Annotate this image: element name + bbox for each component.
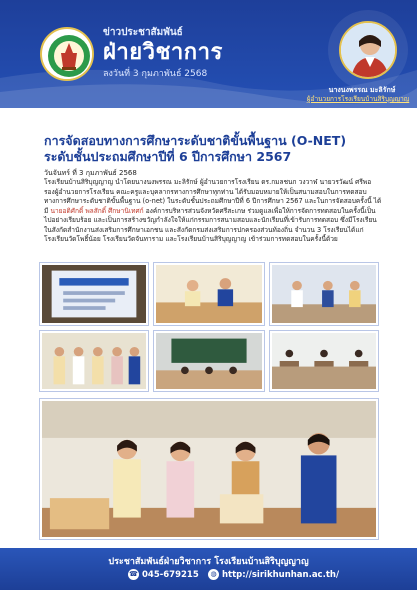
director-avatar bbox=[339, 21, 397, 79]
globe-icon: ◍ bbox=[208, 569, 219, 580]
footer-phone: 045-679215 bbox=[142, 570, 199, 580]
article-body-part2: องค์การบริหารส่วนจังหวัดศรีสะเกษ ร่วมดูแลเพื่อให้การจัดการทดสอบในครั้งนี้เป็นไปอย่างเรียบร้อย และเป็นการสร้างขวัญกำลังใจให้แก่กรรมการสนามสอบและนักเรียนที่เข้ารับการทดสอบ ซึ่งมีโรงเรียนในสังกัดสำนักงานส่งเสริมการศึกษาเอกชน และสังกัดกรมส่งเสริมการปกครองส่วนท้องถิ่น จำนวน 3 โรงเรียนได้แก่ โรงเรียนวัดโพธิ์น้อย โรงเรียนวัดจันทาราม และโรงเรียนบ้านสิริบุญญาญ เข้าร่วมการทดสอบในครั้งนี้ด้วย bbox=[44, 206, 377, 243]
photo-officials-table bbox=[154, 263, 264, 325]
director-name: นางนงพรรณ มะลิรักษ์ bbox=[328, 86, 396, 94]
article-body-highlight: นายอดิศักดิ์ พลสักดิ์ ศึกษานิเทศก์ bbox=[50, 206, 144, 215]
director-position: ผู้อำนวยการโรงเรียนบ้านสิริบุญญาญ bbox=[306, 95, 410, 103]
photo-staff-group bbox=[40, 331, 148, 391]
article-body-part1: โรงเรียนบ้านสิริบุญญาญ นำโดยนางนงพรรณ มะลิรักษ์ ผู้อำนวยการโรงเรียน ดร.กมลชนก วงวาฬ นายวรวัฒน์ ศรีพอ รองผู้อำนวยการโรงเรียน คณะครูและบุคลากรทางการศึกษาทุกท่าน ได้รับมอบหมายให้เป็นสนามสอบในการทดสอบทางการศึกษาระดับชาติขั้นพื้นฐาน (o-net) ในระดับชั้นประถมศึกษาปีที่ 6 ปีการศึกษา 2567 และในการจัดสอบครั้งนี้ ได้มี bbox=[44, 178, 382, 215]
phone-icon: ☎ bbox=[129, 570, 138, 578]
photo-main-handover bbox=[40, 399, 378, 539]
photo-exam-room-corridor bbox=[270, 263, 378, 325]
article-title-line1: การจัดสอบทางการศึกษาระดับชาติขั้นพื้นฐาน (O-NET) bbox=[44, 133, 347, 148]
header-banner bbox=[0, 0, 417, 108]
article-title bbox=[44, 133, 394, 165]
article-title-line2: ระดับชั้นประถมศึกษาปีที่ 6 ปีการศึกษา 2567 bbox=[44, 149, 292, 164]
header-small-title: ข่าวประชาสัมพันธ์ bbox=[103, 27, 183, 38]
article-date: วันจันทร์ ที่ 3 กุมภาพันธ์ 2568 bbox=[44, 169, 137, 177]
footer-bar bbox=[0, 548, 417, 590]
footer-org-name: ประชาสัมพันธ์ฝ่ายวิชาการ โรงเรียนบ้านสิริบุญญาญ bbox=[108, 557, 309, 567]
photo-students-desks bbox=[270, 331, 378, 391]
article-body bbox=[44, 178, 382, 245]
footer-website-link[interactable]: http://sirikhunhan.ac.th/ bbox=[222, 570, 340, 580]
header-date: ลงวันที่ 3 กุมภาพันธ์ 2568 bbox=[103, 69, 208, 79]
photo-presentation-screen bbox=[40, 263, 148, 325]
header-big-title: ฝ่ายวิชาการ bbox=[103, 40, 223, 65]
photo-classroom-board bbox=[154, 331, 264, 391]
school-logo bbox=[40, 27, 94, 81]
